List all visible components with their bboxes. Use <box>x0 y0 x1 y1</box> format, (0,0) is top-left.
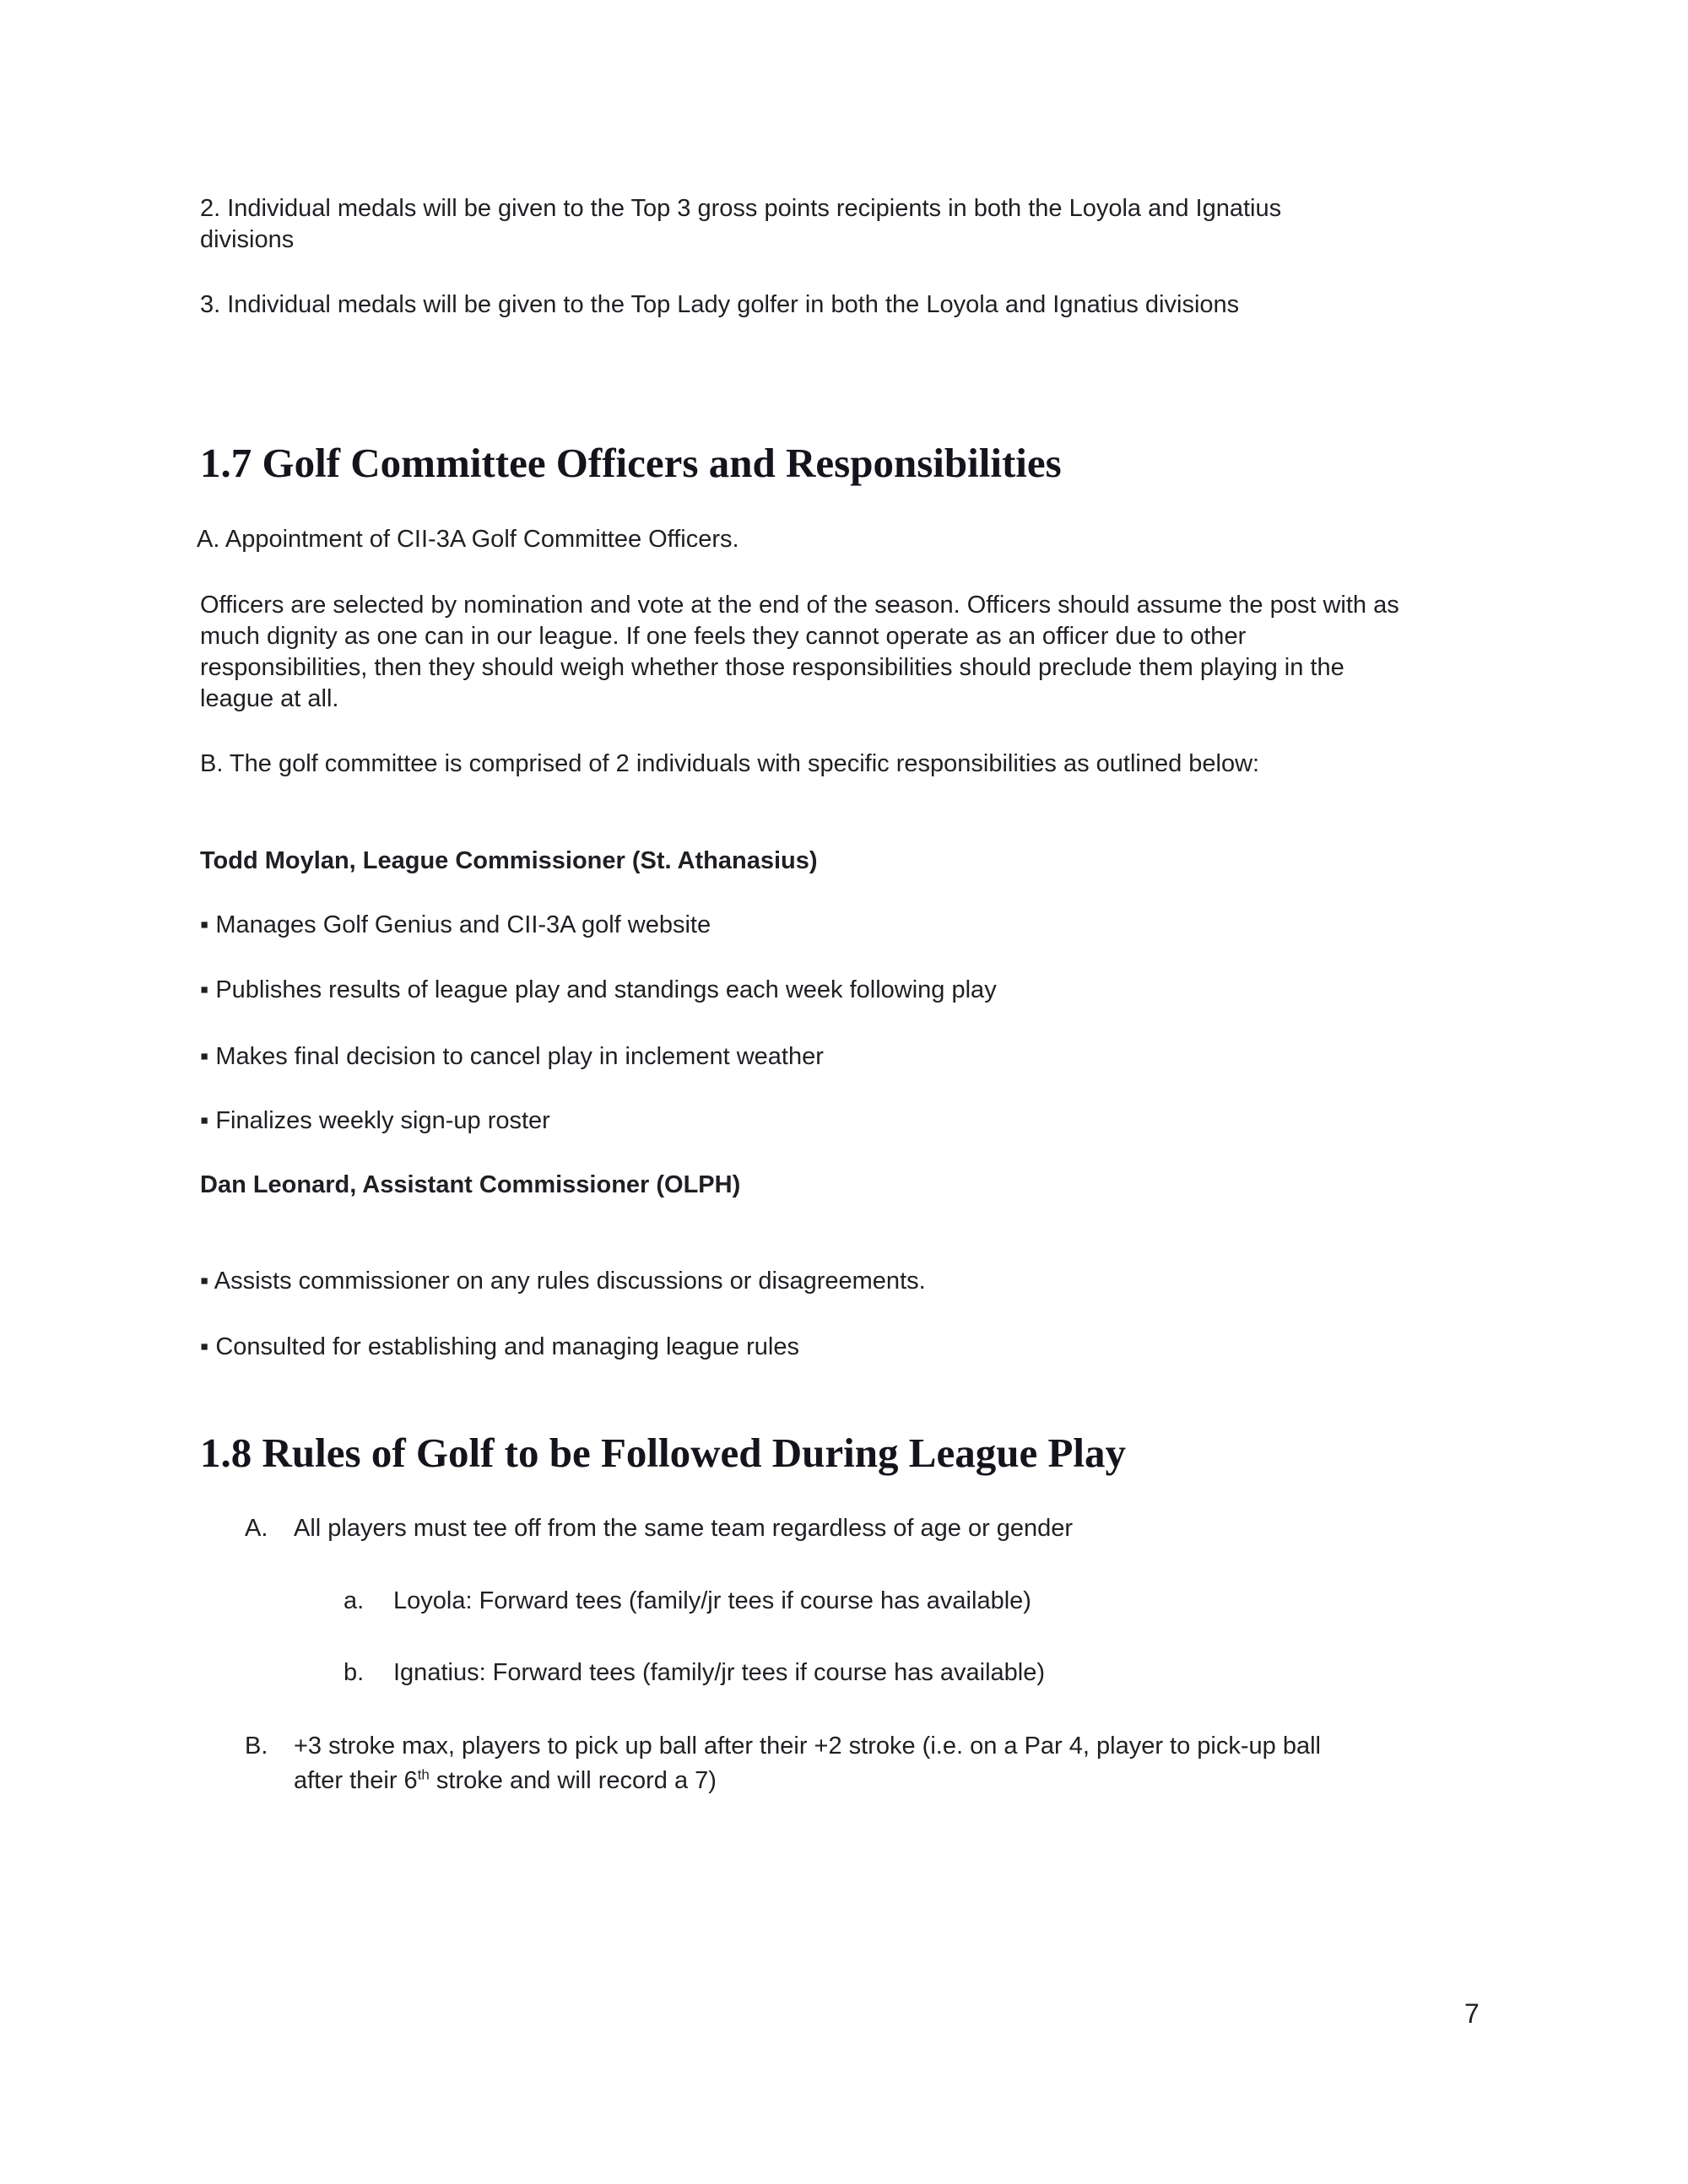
paragraph-line: Officers are selected by nomination and vote at the end of the season. Officers should assume the post with as <box>200 592 1399 619</box>
awards-item-2-line-1: 2. Individual medals will be given to the Top 3 gross points recipients in both the Loyola and Ignatius <box>200 195 1282 222</box>
duty-item: ▪ Manages Golf Genius and CII-3A golf website <box>200 911 711 938</box>
committee-composition: B. The golf committee is comprised of 2 individuals with specific responsibilities as outlined below: <box>200 750 1260 777</box>
section-1-7-heading: 1.7 Golf Committee Officers and Responsibilities <box>200 440 1062 486</box>
rule-text: +3 stroke max, players to pick up ball after their +2 stroke (i.e. on a Par 4, player to pick-up ball <box>294 1733 1321 1760</box>
ordinal-suffix: th <box>417 1766 430 1783</box>
duty-item: ▪ Makes final decision to cancel play in inclement weather <box>200 1043 824 1070</box>
section-1-8-heading: 1.8 Rules of Golf to be Followed During League Play <box>200 1430 1127 1476</box>
duty-item: ▪ Finalizes weekly sign-up roster <box>200 1107 550 1134</box>
paragraph-line: responsibilities, then they should weigh whether those responsibilities should preclude them playing in the <box>200 654 1344 681</box>
rule-text-part: after their 6 <box>294 1767 418 1794</box>
duty-item: ▪ Publishes results of league play and standings each week following play <box>200 976 997 1003</box>
rule-text-continued <box>294 1766 717 1794</box>
awards-item-2-line-2: divisions <box>200 226 295 253</box>
rule-marker: a. <box>344 1587 365 1614</box>
assistant-name: Dan Leonard, Assistant Commissioner (OLPH) <box>200 1171 741 1198</box>
paragraph-line: much dignity as one can in our league. If one feels they cannot operate as an officer due to other <box>200 623 1247 650</box>
rule-text: Ignatius: Forward tees (family/jr tees if course has available) <box>393 1659 1046 1686</box>
rule-text: Loyola: Forward tees (family/jr tees if course has available) <box>393 1587 1031 1614</box>
commissioner-name: Todd Moylan, League Commissioner (St. Athanasius) <box>200 847 818 874</box>
rule-marker: A. <box>245 1515 268 1542</box>
rule-marker: B. <box>245 1733 268 1760</box>
rule-text: All players must tee off from the same team regardless of age or gender <box>294 1515 1074 1542</box>
awards-item-3: 3. Individual medals will be given to the Top Lady golfer in both the Loyola and Ignatius divisions <box>200 291 1240 318</box>
appointment-label: A. Appointment of CII-3A Golf Committee Officers. <box>197 526 739 553</box>
duty-item: ▪ Consulted for establishing and managing league rules <box>200 1333 799 1360</box>
paragraph-line: league at all. <box>200 685 339 712</box>
rule-text-part: stroke and will record a 7) <box>429 1767 717 1794</box>
page-number: 7 <box>1464 1998 1480 2029</box>
duty-item: ▪ Assists commissioner on any rules discussions or disagreements. <box>200 1268 926 1295</box>
rule-marker: b. <box>344 1659 365 1686</box>
